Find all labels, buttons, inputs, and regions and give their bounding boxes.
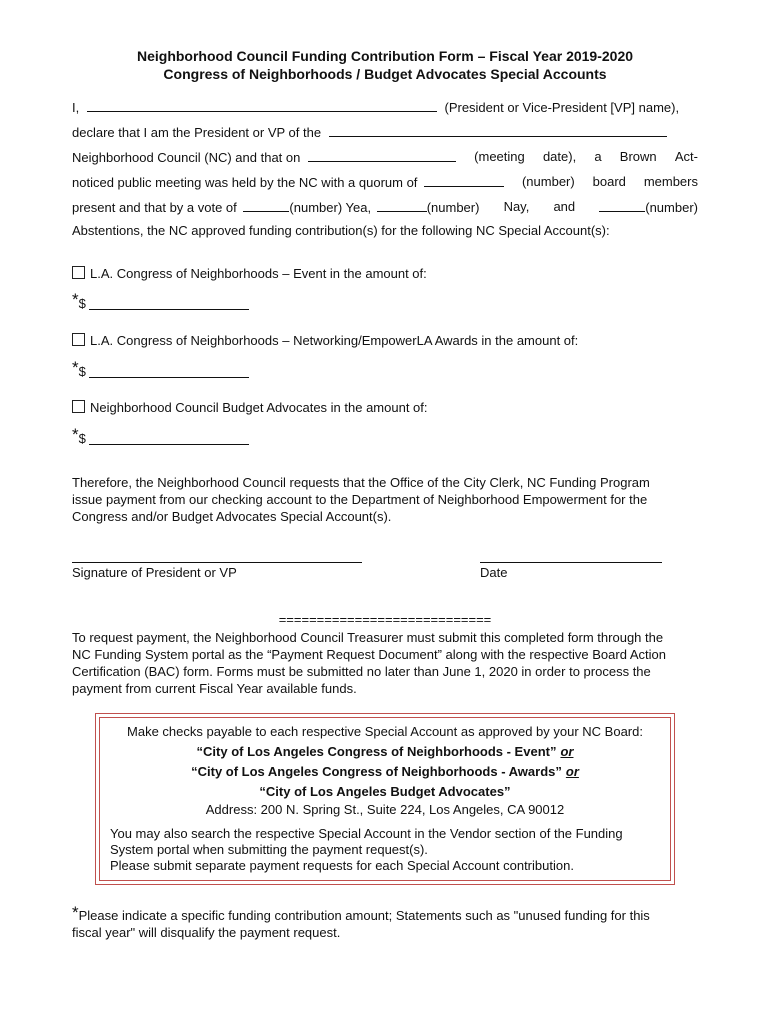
payee-awards — [100, 764, 670, 779]
dollar-sign: $ — [78, 431, 86, 446]
signature-label: Signature of President or VP — [72, 565, 237, 580]
dollar-sign: $ — [78, 296, 86, 311]
yea-label: (number) Yea, — [289, 200, 372, 215]
dollar-sign: $ — [78, 364, 86, 379]
declaration-word: Brown — [619, 149, 657, 164]
abstention-count-field[interactable] — [599, 199, 645, 212]
payee-budget-advocates: “City of Los Angeles Budget Advocates” — [259, 784, 511, 799]
declaration-line-3 — [72, 149, 698, 166]
budget-advocates-amount — [72, 425, 249, 448]
declaration-line-4 — [72, 174, 698, 191]
declaration-line-5 — [72, 199, 698, 216]
declaration-word: board — [592, 174, 626, 189]
declaration-text: Neighborhood Council (NC) and that on — [72, 150, 301, 165]
declaration-text: present and that by a vote of — [72, 200, 237, 215]
declaration-line-1 — [72, 99, 698, 116]
quorum-number-field[interactable] — [424, 174, 504, 187]
yea-count-field[interactable] — [243, 199, 289, 212]
box-intro: Make checks payable to each respective Special Account as approved by your NC Board: — [127, 724, 643, 739]
therefore-line: Congress and/or Budget Advocates Special Account(s). — [72, 509, 392, 524]
date-field[interactable] — [480, 562, 662, 563]
signature-field[interactable] — [72, 562, 362, 563]
or-text: or — [565, 764, 579, 779]
payee-text: “City of Los Angeles Congress of Neighborhoods - Awards” — [191, 764, 562, 779]
therefore-paragraph — [72, 474, 698, 525]
therefore-line: Therefore, the Neighborhood Council requests that the Office of the City Clerk, NC Funding Program — [72, 475, 650, 490]
declaration-text: noticed public meeting was held by the NC with a quorum of — [72, 175, 418, 190]
therefore-line: issue payment from our checking account to the Department of Neighborhood Empowerment for the — [72, 492, 648, 507]
declaration-word: (meeting — [474, 149, 525, 164]
instructions-line: payment from current Fiscal Year available funds. — [72, 681, 357, 696]
meeting-date-field[interactable] — [308, 149, 456, 162]
footnote-text: Please indicate a specific funding contribution amount; Statements such as "unused funding for this — [78, 908, 650, 923]
awards-amount — [72, 358, 249, 381]
declaration-word: members — [643, 174, 698, 189]
instructions-line: NC Funding System portal as the “Payment Request Document” along with the respective Board Action — [72, 647, 666, 662]
declaration-word: and — [553, 199, 576, 214]
payment-info-box — [95, 713, 675, 885]
asterisk: * — [72, 358, 79, 377]
declaration-word: (number) — [521, 174, 575, 189]
event-amount-field[interactable] — [89, 295, 249, 310]
declaration-word: date), — [542, 149, 577, 164]
awards-amount-field[interactable] — [89, 363, 249, 378]
declaration-line-6: Abstentions, the NC approved funding contribution(s) for the following NC Special Account(s): — [72, 223, 610, 238]
option-label: Neighborhood Council Budget Advocates in the amount of: — [90, 400, 428, 415]
box-note-2: System portal when submitting the payment request(s). — [110, 842, 428, 857]
nay-number-label: (number) — [426, 200, 480, 215]
nay-count-field[interactable] — [377, 199, 427, 212]
option-budget-advocates — [72, 400, 698, 416]
president-name-hint: (President or Vice-President [VP] name), — [444, 100, 680, 115]
or-text: or — [560, 744, 574, 759]
budget-advocates-amount-field[interactable] — [89, 430, 249, 445]
council-name-field[interactable] — [329, 124, 667, 137]
declaration-word: a — [594, 149, 602, 164]
nay-label: Nay, — [503, 199, 530, 214]
declaration-text: declare that I am the President or VP of the — [72, 125, 322, 140]
declaration-word: Act- — [674, 149, 698, 164]
footnote-line-1 — [72, 903, 698, 924]
footnote — [72, 903, 698, 941]
payee-address: Address: 200 N. Spring St., Suite 224, Los Angeles, CA 90012 — [205, 802, 565, 817]
option-awards — [72, 333, 698, 349]
awards-checkbox[interactable] — [72, 333, 85, 346]
option-event — [72, 266, 698, 282]
payment-info-box-inner — [99, 717, 671, 881]
declaration-prefix: I, — [72, 100, 80, 115]
payee-text: “City of Los Angeles Congress of Neighborhoods - Event” — [196, 744, 557, 759]
president-name-field[interactable] — [87, 99, 437, 112]
form-title: Neighborhood Council Funding Contribution Form – Fiscal Year 2019-2020 — [136, 48, 634, 64]
form-subtitle: Congress of Neighborhoods / Budget Advocates Special Accounts — [163, 66, 607, 82]
instructions-line: To request payment, the Neighborhood Council Treasurer must submit this completed form through the — [72, 630, 664, 645]
instructions-paragraph — [72, 629, 698, 697]
option-label: L.A. Congress of Neighborhoods – Networking/EmpowerLA Awards in the amount of: — [90, 333, 579, 348]
box-note-1: You may also search the respective Special Account in the Vendor section of the Funding — [110, 826, 623, 841]
instructions-line: Certification (BAC) form. Forms must be submitted no later than June 1, 2020 in order to process the — [72, 664, 651, 679]
asterisk: * — [72, 425, 79, 444]
option-label: L.A. Congress of Neighborhoods – Event in the amount of: — [90, 266, 427, 281]
budget-advocates-checkbox[interactable] — [72, 400, 85, 413]
date-label: Date — [480, 565, 508, 580]
payee-event — [100, 744, 670, 759]
box-note-3: Please submit separate payment requests for each Special Account contribution. — [110, 858, 574, 873]
asterisk: * — [72, 290, 79, 309]
asterisk: * — [72, 903, 79, 922]
event-amount — [72, 290, 249, 313]
footnote-line-2: fiscal year" will disqualify the payment request. — [72, 925, 341, 940]
abstention-number-label: (number) — [645, 200, 698, 215]
event-checkbox[interactable] — [72, 266, 85, 279]
declaration-line-2 — [72, 124, 698, 141]
separator: ============================ — [278, 612, 492, 627]
